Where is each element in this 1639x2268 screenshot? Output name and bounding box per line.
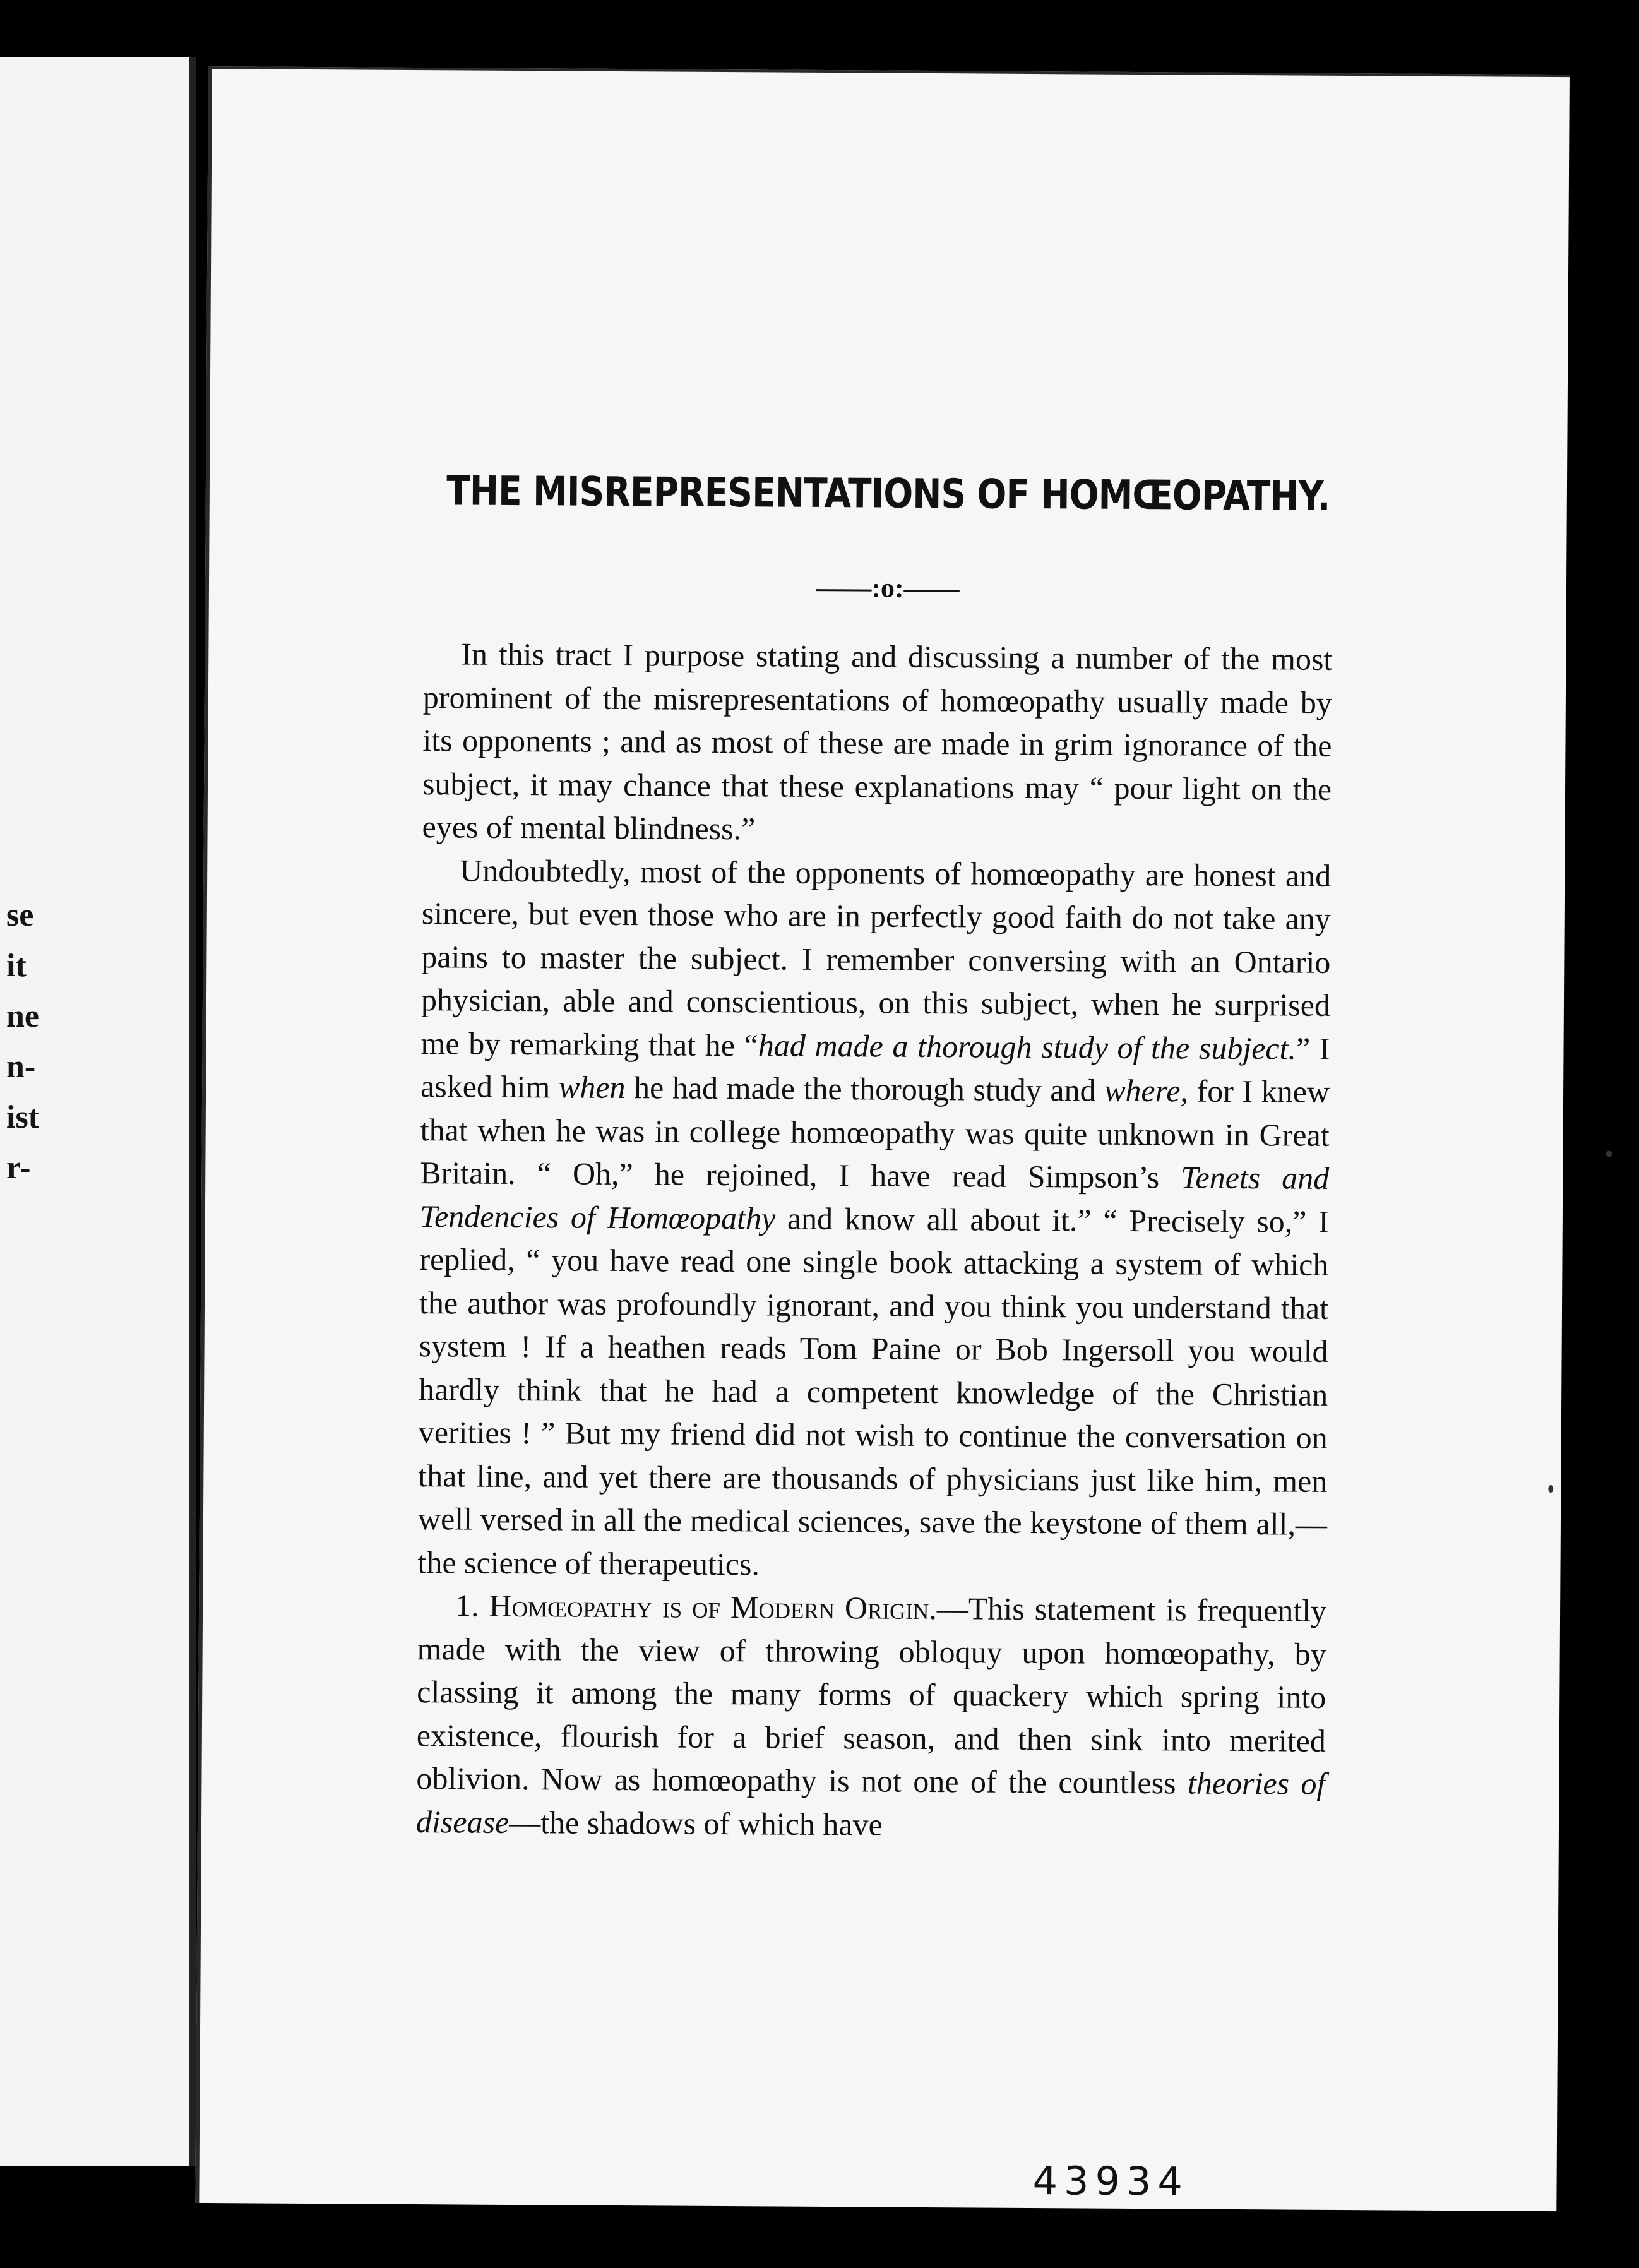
text-run: for I knew that when he was in college homœopathy was quite unknown in Great Britain. “ Oh,” he rejoined, I have read Simpson’s (420, 1073, 1330, 1195)
page-title: THE MISREPRESENTATIONS OF HOMŒOPATHY. (446, 468, 1330, 520)
italic-run: where, (1104, 1072, 1189, 1109)
italic-run: theories of disease (415, 1765, 1326, 1840)
text-run: —the shadows of which have (509, 1804, 883, 1842)
italic-run: had made a thorough study of the subject. (758, 1027, 1297, 1066)
left-fragment: it (6, 948, 27, 984)
text-run: ” I asked him (420, 1030, 1330, 1105)
italic-run: when (558, 1069, 626, 1106)
ink-speck (1606, 1151, 1612, 1157)
text-run: he had made the thorough study and (625, 1070, 1105, 1108)
left-fragment: r- (6, 1150, 31, 1186)
paragraph-section-1 (416, 1584, 1326, 1849)
section-number: 1. (455, 1587, 479, 1623)
left-fragment: ist (6, 1099, 39, 1135)
text-run: Undoubtedly, most of the opponents of homœopathy are honest and sincere, but even those who are in perfectly good faith do not take any pains to master the subject. I remember conversing with an Ontario physician, able and conscientious, on this subject, when he surprised me by remarking that he “ (420, 852, 1332, 1063)
text-run: —This statement is frequently made with the view of throwing obloquy upon homœopathy, by classing it among the many forms of quackery which spring into existence, flourish for a brief season, and then sink into merited oblivion. Now as homœopathy is not one of the countless (416, 1591, 1327, 1801)
section-heading: Homœopathy is of Modern Origin. (489, 1587, 937, 1626)
left-fragment: se (6, 897, 34, 933)
ornamental-divider: ——:o:—— (816, 571, 960, 604)
body-text (416, 632, 1333, 1849)
italic-run: Tenets and Tendencies of Homœopathy (419, 1159, 1330, 1236)
text-run: and know all about it.” “ Precisely so,” I replied, “ you have read one single book attacking a system of which the author was profoundly ignorant, and you think you understand that system ! If a heathen reads Tom Paine or Bob Ingersoll you would hardly think that he had a competent knowledge of the Christian verities ! ” But my friend did not wish to continue the conversation on that line, and yet there are thousands of physicians just like him, men well versed in all the medical sciences, save the keystone of them all,—the science of therapeutics. (417, 1200, 1330, 1582)
handwritten-page-number: 43934 (1032, 2158, 1189, 2205)
paragraph-intro: In this tract I purpose stating and discussing a number of the most prominent of the misrepresentations of homœopathy usually made by its opponents ; and as most of these are made in grim ignorance of the subject, it may chance that these explanations may “ pour light on the eyes of mental blindness.” (422, 636, 1333, 847)
left-page-text-fragments (6, 890, 39, 1193)
ink-speck (1548, 1485, 1553, 1493)
paragraph-undoubtedly (417, 849, 1331, 1589)
main-page (195, 66, 1570, 2211)
left-fragment: n- (6, 1049, 36, 1085)
left-page (0, 57, 196, 2166)
left-fragment: ne (6, 998, 39, 1034)
